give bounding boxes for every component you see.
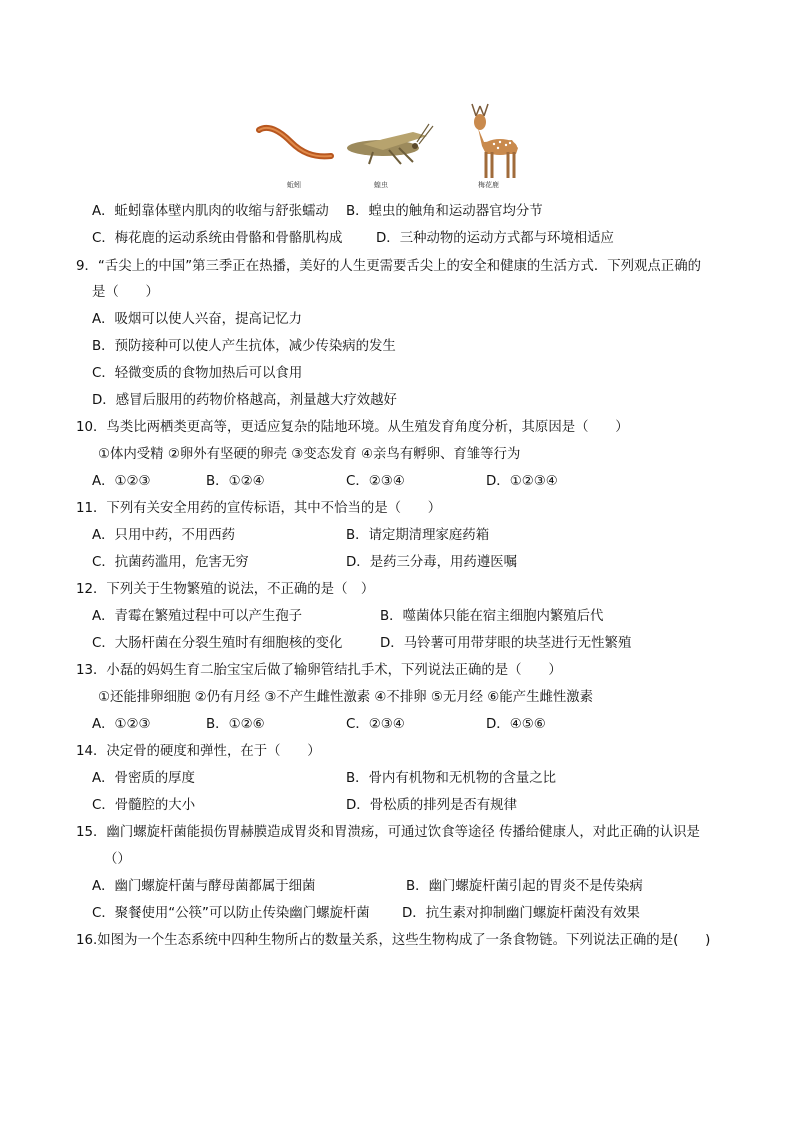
q10-option-b: B．①②④ <box>206 474 265 489</box>
sika-deer-image <box>462 102 524 180</box>
q12-option-b: B．噬菌体只能在宿主细胞内繁殖后代 <box>380 609 604 624</box>
q9-option-b: B．预防接种可以使人产生抗体，减少传染病的发生 <box>92 339 396 354</box>
q9-option-a: A．吸烟可以使人兴奋，提高记忆力 <box>92 312 303 327</box>
q11-stem: 11．下列有关安全用药的宣传标语，其中不恰当的是（ ） <box>76 501 442 516</box>
q8-option-d: D．三种动物的运动方式都与环境相适应 <box>376 231 614 246</box>
q11-option-a: A．只用中药，不用西药 <box>92 528 236 543</box>
q10-items: ①体内受精 ②卵外有坚硬的卵壳 ③变态发育 ④亲鸟有孵卵、育雏等行为 <box>98 447 521 462</box>
q9-stem: 9．“舌尖上的中国”第三季正在热播，美好的人生更需要舌尖上的安全和健康的生活方式．下列观点正确的 <box>76 259 701 274</box>
q10-option-d: D．①②③④ <box>486 474 558 489</box>
q14-stem: 14．决定骨的硬度和弹性，在于（ ） <box>76 744 321 759</box>
q9-stem-cont: 是（ ） <box>92 285 159 300</box>
earthworm-image <box>255 122 335 170</box>
q15-option-d: D．抗生素对抑制幽门螺旋杆菌没有效果 <box>402 906 640 921</box>
caption-grasshopper: 蝗虫 <box>374 181 388 189</box>
q14-option-b: B．骨内有机物和无机物的含量之比 <box>346 771 557 786</box>
q11-option-c: C．抗菌药滥用，危害无穷 <box>92 555 249 570</box>
q9-option-c: C．轻微变质的食物加热后可以食用 <box>92 366 303 381</box>
q13-option-d: D．④⑤⑥ <box>486 717 546 732</box>
q13-option-c: C．②③④ <box>346 717 405 732</box>
q10-option-c: C．②③④ <box>346 474 405 489</box>
q15-stem-cont: （） <box>104 852 131 867</box>
q10-stem: 10．鸟类比两栖类更高等，更适应复杂的陆地环境。从生殖发育角度分析，其原因是（ ） <box>76 420 629 435</box>
q12-option-c: C．大肠杆菌在分裂生殖时有细胞核的变化 <box>92 636 343 651</box>
q14-option-d: D．骨松质的排列是否有规律 <box>346 798 517 813</box>
q12-stem: 12．下列关于生物繁殖的说法，不正确的是（ ） <box>76 582 375 597</box>
q8-option-c: C．梅花鹿的运动系统由骨骼和骨骼肌构成 <box>92 231 343 246</box>
q9-option-d: D．感冒后服用的药物价格越高，剂量越大疗效越好 <box>92 393 397 408</box>
q14-option-a: A．骨密质的厚度 <box>92 771 195 786</box>
q10-option-a: A．①②③ <box>92 474 151 489</box>
q12-option-a: A．青霉在繁殖过程中可以产生孢子 <box>92 609 303 624</box>
q13-stem: 13．小磊的妈妈生育二胎宝宝后做了输卵管结扎手术，下列说法正确的是（ ） <box>76 663 562 678</box>
q12-option-d: D．马铃薯可用带芽眼的块茎进行无性繁殖 <box>380 636 632 651</box>
caption-earthworm: 蚯蚓 <box>287 181 301 189</box>
q13-option-b: B．①②⑥ <box>206 717 265 732</box>
q15-option-a: A．幽门螺旋杆菌与酵母菌都属于细菌 <box>92 879 316 894</box>
q13-items: ①还能排卵细胞 ②仍有月经 ③不产生雌性激素 ④不排卵 ⑤无月经 ⑥能产生雌性激素 <box>98 690 594 705</box>
q13-option-a: A．①②③ <box>92 717 151 732</box>
q15-stem: 15．幽门螺旋杆菌能损伤胃赫膜造成胃炎和胃溃疡，可通过饮食等途径 传播给健康人，对此正确的认识是 <box>76 825 700 840</box>
q11-option-d: D．是药三分毒，用药遵医嘱 <box>346 555 517 570</box>
caption-deer: 梅花鹿 <box>478 181 499 189</box>
q15-option-b: B．幽门螺旋杆菌引起的胃炎不是传染病 <box>406 879 643 894</box>
q15-option-c: C．聚餐使用“公筷”可以防止传染幽门螺旋杆菌 <box>92 906 370 921</box>
grasshopper-image <box>343 122 435 168</box>
q8-option-a: A．蚯蚓靠体壁内肌肉的收缩与舒张蠕动 <box>92 204 329 219</box>
q8-option-b: B．蝗虫的触角和运动器官均分节 <box>346 204 543 219</box>
q14-option-c: C．骨髓腔的大小 <box>92 798 196 813</box>
q16-stem: 16.如图为一个生态系统中四种生物所占的数量关系，这些生物构成了一条食物链。下列说法正确的是( ) <box>76 933 711 948</box>
q11-option-b: B．请定期清理家庭药箱 <box>346 528 490 543</box>
